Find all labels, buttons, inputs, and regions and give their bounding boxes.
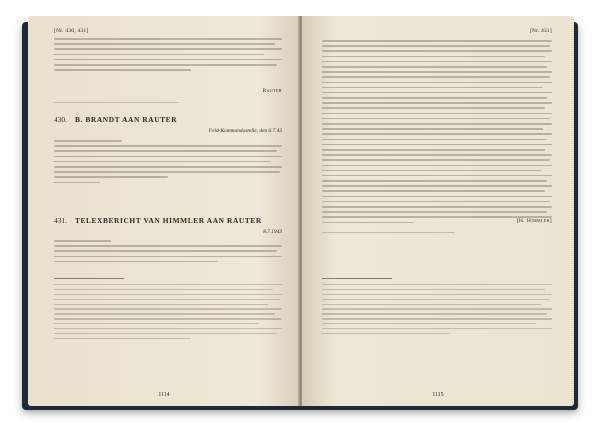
section-number: 430. xyxy=(54,115,67,124)
sign-off-right: Rauter xyxy=(262,88,282,94)
page-number-right: 1115 xyxy=(432,392,444,398)
report-body xyxy=(322,40,552,223)
section-heading-430 xyxy=(54,115,282,124)
page-number-left: 1114 xyxy=(158,392,170,398)
footnote-block xyxy=(54,102,282,103)
running-head-left: [Nr. 430, 431] xyxy=(54,28,89,34)
section-number: 431. xyxy=(54,216,67,225)
left-page xyxy=(28,16,300,406)
footnotes xyxy=(54,284,282,339)
section-title: B. BRANDT AAN RAUTER xyxy=(74,115,178,124)
running-head-right: [Nr. 431] xyxy=(529,28,552,34)
right-page xyxy=(302,16,574,406)
section-title: TELEXBERICHT VAN HIMMLER AAN RAUTER xyxy=(74,216,262,225)
footnote-rule xyxy=(322,278,552,279)
page-edges xyxy=(572,18,574,404)
source-note xyxy=(322,232,552,233)
section-heading-431 xyxy=(54,216,282,225)
telex-body xyxy=(54,240,282,262)
sign-off-himmler: [H. Himmler] xyxy=(516,218,552,224)
body-text-block xyxy=(54,38,282,71)
footnote-rule xyxy=(54,278,282,279)
open-book xyxy=(22,16,578,412)
letter-body xyxy=(54,140,282,183)
footnotes xyxy=(322,284,552,334)
date-line: 8.7.1943 xyxy=(263,229,282,235)
date-line: Feld-Kommandostelle, den 6.7.43 xyxy=(208,128,282,134)
